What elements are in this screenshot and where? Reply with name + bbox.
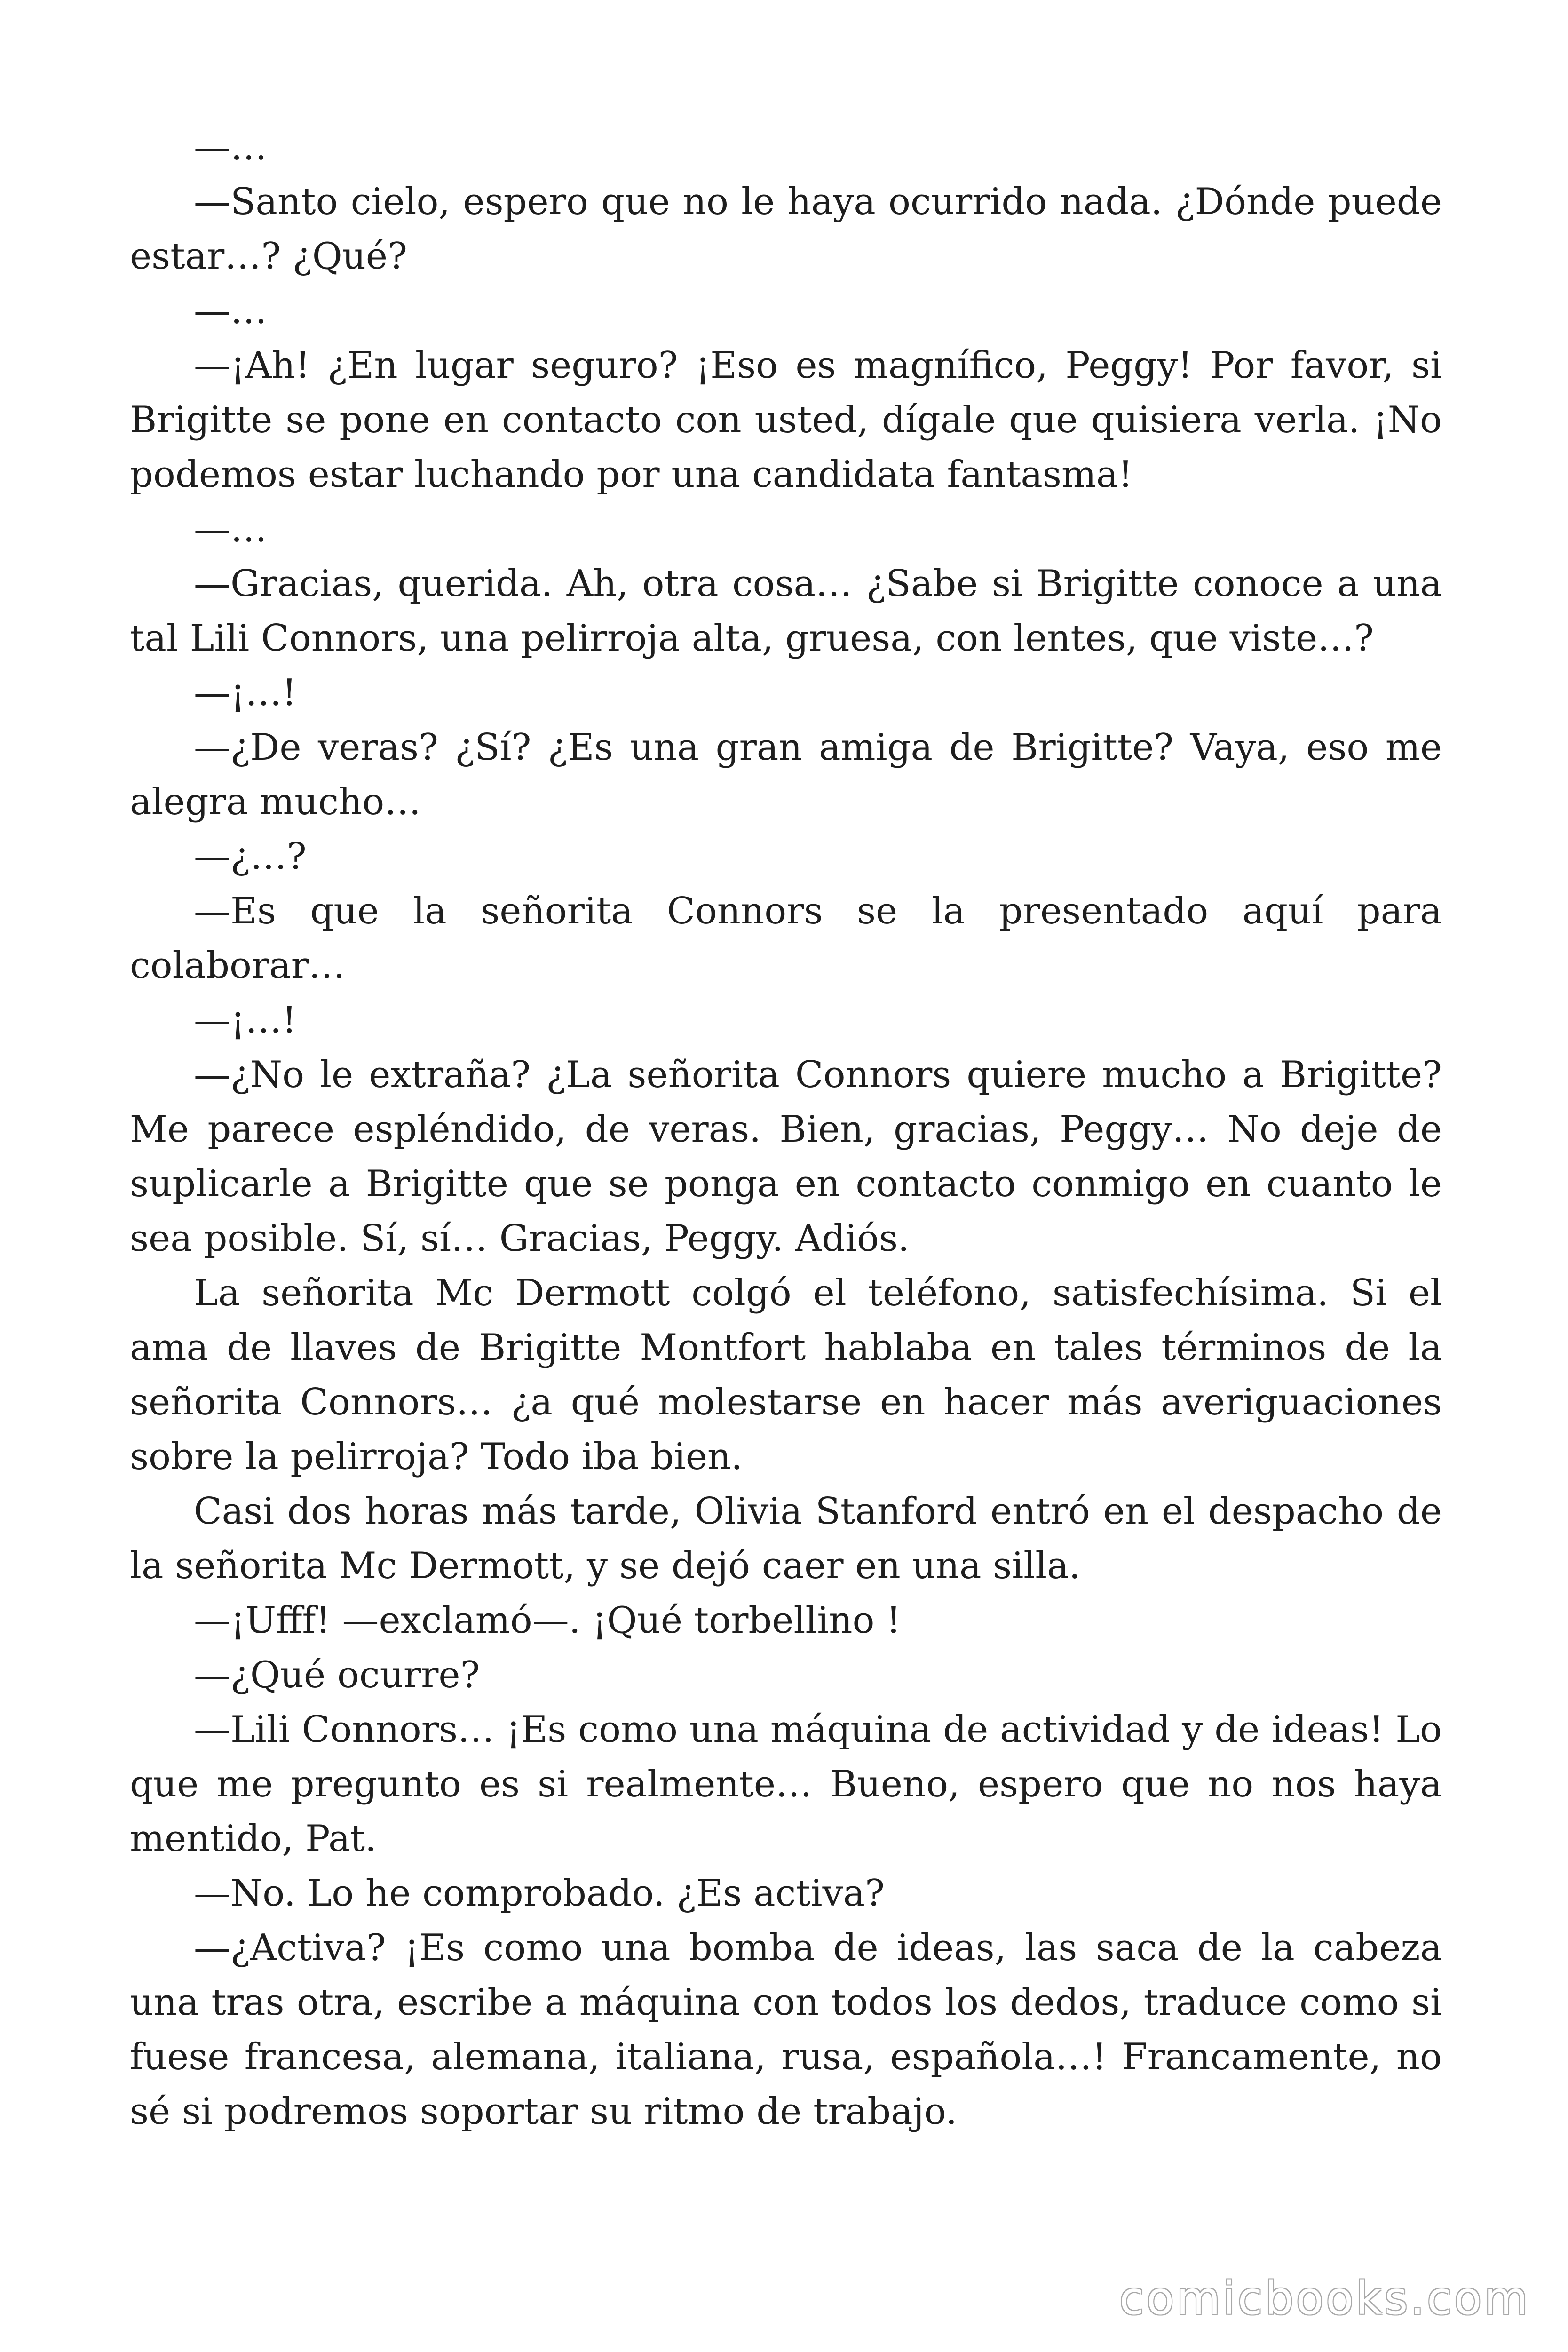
paragraph: —¿Qué ocurre? bbox=[194, 1654, 480, 1696]
paragraph: —Gracias, querida. Ah, otra cosa… ¿Sabe si Brigitte conoce a una tal Lili Connors, una pelirroja alta, gruesa, con lentes, que viste…? bbox=[130, 563, 1442, 660]
paragraph: —¿…? bbox=[194, 835, 307, 878]
paragraph: —Lili Connors… ¡Es como una máquina de actividad y de ideas! Lo que me pregunto es si realmente… Bueno, espero que no nos haya mentido, Pat. bbox=[130, 1708, 1442, 1860]
paragraph: Casi dos horas más tarde, Olivia Stanford entró en el despacho de la señorita Mc Dermott, y se dejó caer en una silla. bbox=[130, 1490, 1442, 1587]
paragraph: —… bbox=[194, 290, 267, 332]
paragraph: —¡…! bbox=[194, 672, 297, 714]
book-page-text bbox=[130, 120, 1442, 2139]
paragraph: —¡Ufff! —exclamó—. ¡Qué torbellino ! bbox=[194, 1599, 901, 1642]
paragraph: —Es que la señorita Connors se la presentado aquí para colaborar… bbox=[130, 890, 1442, 987]
paragraph: —… bbox=[194, 508, 267, 550]
paragraph: —¡Ah! ¿En lugar seguro? ¡Eso es magnífico, Peggy! Por favor, si Brigitte se pone en contacto con usted, dígale que quisiera verla. ¡No podemos estar luchando por una candidata fantasma! bbox=[130, 344, 1442, 496]
paragraph: —No. Lo he comprobado. ¿Es activa? bbox=[194, 1872, 885, 1915]
paragraph: —… bbox=[194, 126, 267, 168]
paragraph: —Santo cielo, espero que no le haya ocurrido nada. ¿Dónde puede estar…? ¿Qué? bbox=[130, 181, 1442, 278]
paragraph: —¡…! bbox=[194, 999, 297, 1041]
paragraph: —¿Activa? ¡Es como una bomba de ideas, las saca de la cabeza una tras otra, escribe a máquina con todos los dedos, traduce como si fuese francesa, alemana, italiana, rusa, española…! Francamente, no sé si podremos soportar su ritmo de trabajo. bbox=[130, 1927, 1442, 2133]
paragraph: —¿De veras? ¿Sí? ¿Es una gran amiga de Brigitte? Vaya, eso me alegra mucho… bbox=[130, 726, 1442, 823]
paragraph: La señorita Mc Dermott colgó el teléfono, satisfechísima. Si el ama de llaves de Brigitte Montfort hablaba en tales términos de la señorita Connors… ¿a qué molestarse en hacer más averiguaciones sobre la pelirroja? Todo iba bien. bbox=[130, 1272, 1442, 1478]
paragraph: —¿No le extraña? ¿La señorita Connors quiere mucho a Brigitte? Me parece espléndido, de veras. Bien, gracias, Peggy… No deje de suplicarle a Brigitte que se ponga en contacto conmigo en cuanto le sea posible. Sí, sí… Gracias, Peggy. Adiós. bbox=[130, 1054, 1442, 1260]
watermark: comicbooks.com bbox=[1119, 2272, 1530, 2325]
